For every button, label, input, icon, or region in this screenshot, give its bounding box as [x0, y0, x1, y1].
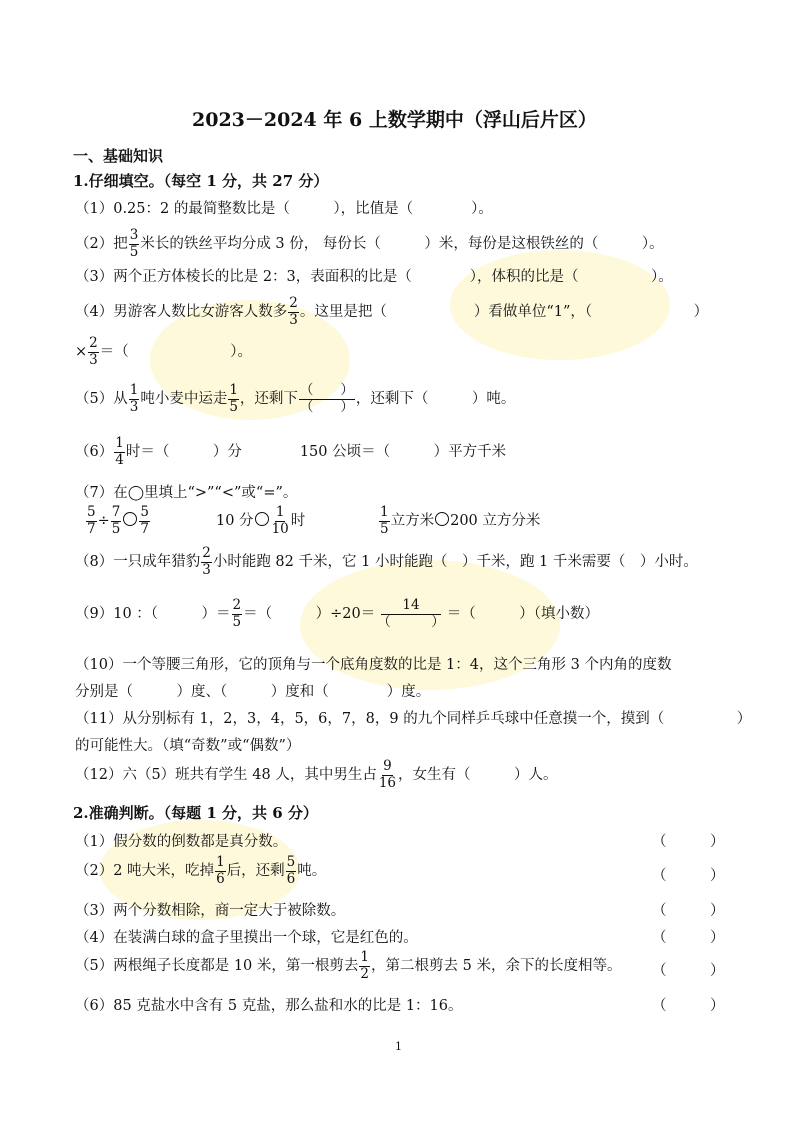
question-10: （10）一个等腰三角形，它的顶角与一个底角度数的比是 1：4，这个三角形 3 个内角的度数 — [75, 657, 672, 673]
fraction: $\frac{1}{4}$ — [115, 435, 124, 468]
question-7-a: $\frac{5}{7}$ ÷ $\frac{7}{5}$ $\frac{5}{7}$ — [87, 504, 149, 537]
page-number: 1 — [395, 1040, 402, 1053]
question-4-cont: × $\frac{2}{3}$ ＝（ ）。 — [75, 335, 252, 368]
page-title: 2023－2024 年 6 上数学期中（浮山后片区） — [192, 109, 597, 131]
fraction: $\frac{3}{5}$ — [129, 227, 139, 260]
question-1: （1）0.25：2 的最简整数比是（ ），比值是（ ）。 — [75, 201, 493, 217]
judge-2: （2）2 吨大米，吃掉 $\frac{1}{6}$ 后，还剩 $\frac{5}{6}$ 吨。 — [75, 854, 327, 887]
fraction-blank: $\frac{( )}{( )}$ — [299, 382, 354, 415]
part1-heading: 1.仔细填空。（每空 1 分，共 27 分） — [73, 172, 329, 190]
question-10-cont: 分别是（ ）度、（ ）度和（ ）度。 — [75, 684, 431, 700]
section-heading: 一、基础知识 — [73, 147, 164, 165]
question-5: （5）从 $\frac{1}{3}$ 吨小麦中运走 $\frac{1}{5}$ ，还剩下 $\frac{( )}{( )}$ ，还剩下（ ）吨。 — [75, 382, 516, 415]
judge-blank[interactable]: （ ） — [652, 903, 725, 919]
judge-5: （5）两根绳子长度都是 10 米，第一根剪去 $\frac{1}{2}$ ，第二根剪去 5 米，余下的长度相等。 — [75, 949, 622, 982]
compare-circle[interactable] — [435, 512, 449, 526]
judge-4: （4）在装满白球的盒子里摸出一个球，它是红色的。 — [75, 930, 418, 946]
judge-blank[interactable]: （ ） — [652, 963, 725, 979]
question-6: （6） $\frac{1}{4}$ 时＝（ ）分 150 公顷＝（ ）平方千米 — [75, 435, 507, 468]
judge-blank[interactable]: （ ） — [652, 834, 725, 850]
fraction: $\frac{2}{3}$ — [89, 335, 98, 368]
question-4: （4）男游客人数比女游客人数多 $\frac{2}{3}$ 。这里是把（ ）看做单位“1”，（ ） — [75, 295, 709, 328]
judge-1: （1）假分数的倒数都是真分数。 — [75, 834, 288, 850]
fraction: $\frac{2}{3}$ — [289, 295, 298, 328]
question-12: （12）六（5）班共有学生 48 人，其中男生占 $\frac{9}{16}$ ，女生有（ ）人。 — [75, 758, 558, 791]
question-3: （3）两个正方体棱长的比是 2：3，表面积的比是（ ），体积的比是（ ）。 — [75, 269, 673, 285]
question-11: （11）从分别标有 1，2，3，4，5，6，7，8，9 的九个同样乒乓球中任意摸一个，摸到（ ） — [75, 711, 752, 727]
question-7-c: $\frac{1}{5}$ 立方米 200 立方分米 — [380, 504, 541, 537]
question-11-cont: 的可能性大。（填“奇数”或“偶数”） — [75, 738, 301, 754]
judge-6: （6）85 克盐水中含有 5 克盐，那么盐和水的比是 1：16。 — [75, 998, 463, 1014]
judge-blank[interactable]: （ ） — [652, 998, 725, 1014]
question-8: （8）一只成年猎豹 $\frac{2}{3}$ 小时能跑 82 千米，它 1 小时能跑（ ）千米，跑 1 千米需要（ ）小时。 — [75, 545, 698, 578]
judge-3: （3）两个分数相除，商一定大于被除数。 — [75, 903, 346, 919]
compare-circle[interactable] — [123, 512, 137, 526]
part2-heading: 2.准确判断。（每题 1 分，共 6 分） — [73, 804, 318, 822]
fraction: $\frac{1}{3}$ — [129, 382, 139, 415]
question-2: （2）把 $\frac{3}{5}$ 米长的铁丝平均分成 3 份， 每份长（ ）米，每份是这根铁丝的（ ）。 — [75, 227, 664, 260]
compare-circle[interactable] — [255, 512, 269, 526]
fraction: $\frac{1}{5}$ — [229, 382, 238, 415]
judge-blank[interactable]: （ ） — [652, 868, 725, 884]
judge-blank[interactable]: （ ） — [652, 930, 725, 946]
question-7: （7）在◯里填上“>”“<”或“=”。 — [75, 485, 298, 501]
question-7-b: 10 分 $\frac{1}{10}$ 时 — [216, 504, 306, 537]
question-9: （9）10 ：（ ）＝ $\frac{2}{5}$ ＝（ ）÷20＝ $\frac{14}{( )}$ ＝（ ）（填小数） — [75, 597, 599, 630]
